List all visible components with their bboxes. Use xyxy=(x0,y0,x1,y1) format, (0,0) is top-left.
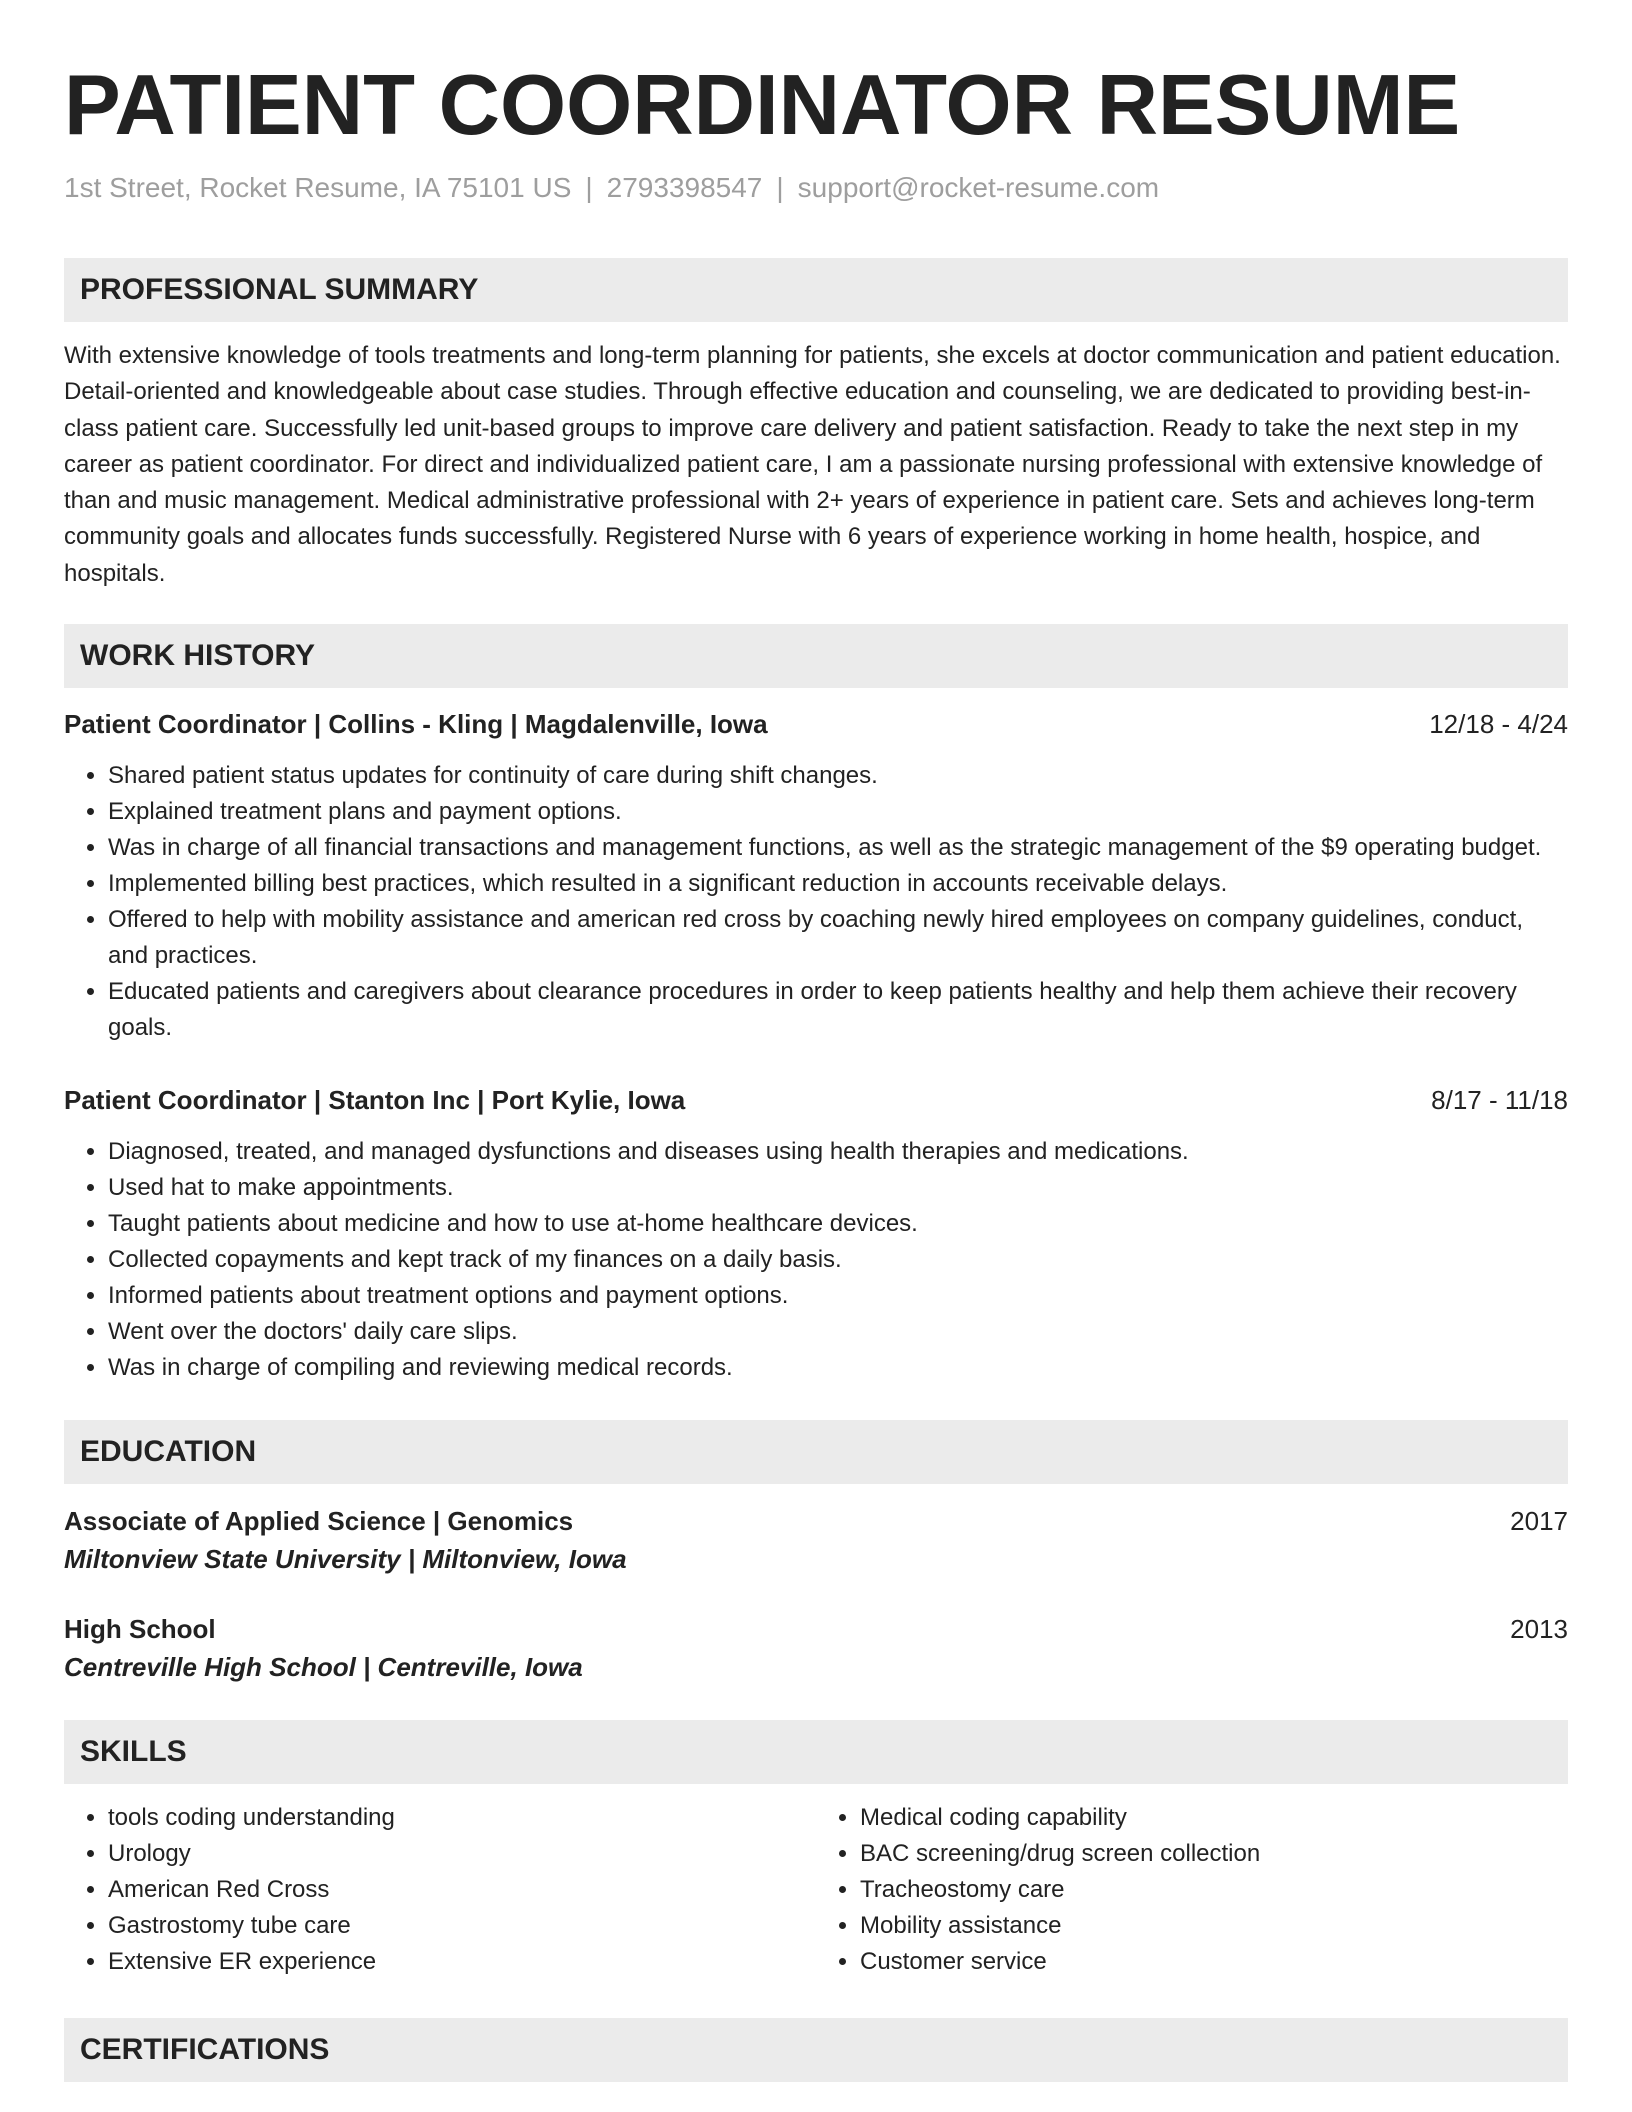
job-bullet: • Was in charge of all financial transactions and management functions, as well as the strategic management of the $9 operating budget. xyxy=(108,830,1568,866)
contact-phone: 2793398547 xyxy=(606,172,763,203)
contact-separator: | xyxy=(585,172,593,203)
job-bullets xyxy=(64,1134,1568,1386)
skill-item: • Medical coding capability xyxy=(860,1800,1568,1836)
contact-line xyxy=(64,168,1568,208)
job-date: 12/18 - 4/24 xyxy=(1429,709,1568,740)
job-title: Patient Coordinator | Collins - Kling | Magdalenville, Iowa xyxy=(64,709,768,740)
education-row xyxy=(64,1502,1568,1540)
job-bullet: • Implemented billing best practices, which resulted in a significant reduction in accounts receivable delays. xyxy=(108,866,1568,902)
job-header xyxy=(64,1082,1568,1118)
job-date: 8/17 - 11/18 xyxy=(1431,1085,1568,1116)
job-entry xyxy=(64,1082,1568,1386)
contact-email: support@rocket-resume.com xyxy=(797,172,1160,203)
section-header-certifications: CERTIFICATIONS xyxy=(64,2018,1568,2082)
section-header-summary: PROFESSIONAL SUMMARY xyxy=(64,258,1568,322)
job-bullet: • Explained treatment plans and payment options. xyxy=(108,794,1568,830)
skills-list xyxy=(64,1800,1568,1980)
job-bullet: • Collected copayments and kept track of my finances on a daily basis. xyxy=(108,1242,1568,1278)
job-bullet: • Informed patients about treatment options and payment options. xyxy=(108,1278,1568,1314)
skill-item: • Customer service xyxy=(860,1944,1568,1980)
job-bullet: • Shared patient status updates for continuity of care during shift changes. xyxy=(108,758,1568,794)
skill-item: • Mobility assistance xyxy=(860,1908,1568,1944)
skill-item: • Gastrostomy tube care xyxy=(108,1908,816,1944)
job-bullet: • Was in charge of compiling and reviewing medical records. xyxy=(108,1350,1568,1386)
education-degree: Associate of Applied Science | Genomics xyxy=(64,1506,574,1537)
education-school: Centreville High School | Centreville, Iowa xyxy=(64,1652,583,1683)
skills-column-right xyxy=(816,1800,1568,1980)
section-header-education: EDUCATION xyxy=(64,1420,1568,1484)
education-entry xyxy=(64,1610,1568,1686)
skills-column-left xyxy=(64,1800,816,1980)
skill-item: • Urology xyxy=(108,1836,816,1872)
education-degree: High School xyxy=(64,1614,216,1645)
section-header-skills: SKILLS xyxy=(64,1720,1568,1784)
section-header-work-history: WORK HISTORY xyxy=(64,624,1568,688)
education-entry xyxy=(64,1502,1568,1578)
education-year: 2017 xyxy=(1510,1506,1568,1537)
education-row xyxy=(64,1610,1568,1648)
job-entry xyxy=(64,706,1568,1046)
summary-text: With extensive knowledge of tools treatments and long-term planning for patients, she excels at doctor communication and patient education. Detail-oriented and knowledgeable about case studies. Through effective education and counseling, we are dedicated to providing best-in-class patient care. Successfully led unit-based groups to improve care delivery and patient satisfaction. Ready to take the next step in my career as patient coordinator. For direct and individualized patient care, I am a passionate nursing professional with extensive knowledge of than and music management. Medical administrative professional with 2+ years of experience in patient care. Sets and achieves long-term community goals and allocates funds successfully. Registered Nurse with 6 years of experience working in home health, hospice, and hospitals. xyxy=(64,342,1561,587)
job-bullet: • Used hat to make appointments. xyxy=(108,1170,1568,1206)
skill-item: • tools coding understanding xyxy=(108,1800,816,1836)
contact-separator: | xyxy=(776,172,784,203)
skill-item: • American Red Cross xyxy=(108,1872,816,1908)
contact-address: 1st Street, Rocket Resume, IA 75101 US xyxy=(64,172,572,203)
job-bullet: • Taught patients about medicine and how to use at-home healthcare devices. xyxy=(108,1206,1568,1242)
education-school: Miltonview State University | Miltonview, Iowa xyxy=(64,1544,627,1575)
job-bullets xyxy=(64,758,1568,1046)
skill-item: • Tracheostomy care xyxy=(860,1872,1568,1908)
education-year: 2013 xyxy=(1510,1614,1568,1645)
job-header xyxy=(64,706,1568,742)
job-title: Patient Coordinator | Stanton Inc | Port Kylie, Iowa xyxy=(64,1085,686,1116)
job-bullet: • Went over the doctors' daily care slips. xyxy=(108,1314,1568,1350)
skill-item: • BAC screening/drug screen collection xyxy=(860,1836,1568,1872)
skill-item: • Extensive ER experience xyxy=(108,1944,816,1980)
job-bullet: • Offered to help with mobility assistance and american red cross by coaching newly hired employees on company guidelines, conduct, and practices. xyxy=(108,902,1568,974)
job-bullet: • Educated patients and caregivers about clearance procedures in order to keep patients healthy and help them achieve their recovery goals. xyxy=(108,974,1568,1046)
resume-title: PATIENT COORDINATOR RESUME xyxy=(64,58,1461,153)
job-bullet: • Diagnosed, treated, and managed dysfunctions and diseases using health therapies and medications. xyxy=(108,1134,1568,1170)
